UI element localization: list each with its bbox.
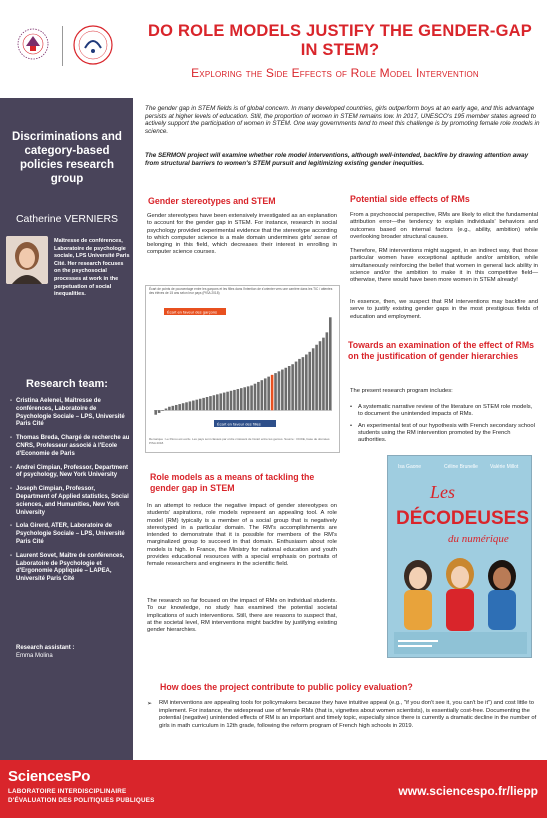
bar-chart	[148, 298, 338, 438]
research-assistant	[16, 644, 128, 660]
team-member: - Cristina Aelenei, Maîtresse de conférences, Laboratoire de Psychologie Sociale – LPS, Université Paris Cité	[10, 398, 130, 429]
chart-bar	[223, 393, 226, 411]
label-girls: Écart en faveur des filles	[217, 421, 261, 427]
chart-bar	[192, 401, 195, 411]
researcher-bio: Maîtresse de conférences, Laboratoire de psychologie sociale, LPS Université Paris Cité. Her research focuses on the psychosocial processes at work in the perpetuation of social inequalities.	[54, 238, 130, 298]
chart-bar	[185, 402, 188, 410]
chart-bar	[281, 370, 284, 411]
book-author-2: Céline Brunelle	[444, 464, 478, 470]
examination-item: • An experimental test of our hypothesis with French secondary school students using the RM intervention promoted by the French authorities.	[350, 423, 535, 445]
poster-subtitle: Exploring the Side Effects of Role Model Intervention	[191, 66, 479, 80]
chart-bar	[237, 389, 240, 410]
chart-bar	[175, 405, 178, 410]
chart-bar	[326, 332, 329, 410]
chart-bar	[226, 392, 229, 411]
chart-bar	[247, 386, 250, 410]
text-side-effects-2: Therefore, RM interventions might suggest, in an indirect way, that those particular women have exceptional aptitude and/or ambition, while simultaneously reinforcing the belief that women in general lack ability in science and/or the ambition to make it in this competitive field—otherwise, there would have been more women in STEM already!	[350, 248, 538, 284]
book-author-3: Valérie Millot	[490, 464, 519, 470]
intro-highlight: The SERMON project will examine whether role model interventions, although well-intended, backfire by drawing attention away from structural barriers to women's STEM pursuit and legitimizing existing gender inequities.	[145, 152, 529, 167]
book-title-line3: du numérique	[448, 533, 509, 545]
chart-bar	[291, 364, 294, 410]
assistant-label: Research assistant :	[16, 645, 75, 651]
poster-title: DO ROLE MODELS JUSTIFY THE GENDER-GAP IN STEM?	[148, 22, 532, 59]
chart-bar	[278, 371, 281, 410]
sciencespo-logo: SciencesPo	[8, 768, 91, 785]
intro-paragraph: The gender gap in STEM fields is of global concern. In many developed countries, girls outperform boys at an early age, and this advantage persists at higher levels of education. Still, the proportion of women in STEM remains low. In 2017, UNESCO's 195 member states agreed to actively support the participation of women in STEM. One way governments tend to meet this challenge is by promoting female role models in science.	[145, 105, 540, 136]
chart-bar	[312, 348, 315, 410]
team-member: - Laurent Sovet, Maître de conférences, Laboratoire de Psychologie et d'Ergonomie Appliquée – LAPEA, Université Paris Cité	[10, 553, 130, 584]
chart-bar	[240, 388, 243, 410]
assistant-name: Emma Molina	[16, 653, 53, 659]
book-title-line2: DÉCODEUSES	[396, 508, 530, 529]
chart-bar	[182, 403, 185, 410]
chart-bar	[274, 373, 277, 410]
chart-footnote: Remarque : Le Pérou est exclu. Les pays sont classés par ordre croissant de l'écart entre les genres. Source : OCDE, base de données PISA 2018.	[149, 437, 330, 445]
chart-bar	[243, 387, 246, 410]
text-stereotypes: Gender stereotypes have been extensively investigated as an explanation to account for the gender gap in STEM. For instance, research in social psychology provided experimental evidence that the stereotype according to which computer science is a male domain undermines girls' sense of belonging in this field, which decreases their interest in enrolling in computer science courses.	[147, 213, 337, 256]
chart-bar	[199, 399, 202, 411]
chart-bar	[305, 354, 308, 410]
label-boys: Écart en faveur des garçons	[167, 309, 218, 315]
chart-bar	[202, 398, 205, 410]
chart-bar	[302, 357, 305, 410]
team-member: - Andrei Cimpian, Professor, Department of psychology, New York University	[10, 465, 130, 481]
chart-bar	[168, 407, 171, 411]
text-policy: RM interventions are appealing tools for policymakers because they have intuitive appeal (e.g., "if you don't see it, you can't be it") and cost little to implement. For instance, the widespread use of female RMs (that is, vignettes about women scientists), is essentially cost-free. Documenting the potential (negative) unintended effects of RM is an important and timely topic, especially since there is currently a dramatic decline in the number of girls in math curriculum in 12th grade, following the reform program of French high schools in 2019.	[159, 700, 537, 729]
chart-bar	[288, 366, 291, 410]
heading-examination: Towards an examination of the effect of RMs on the justification of gender hierarchies	[348, 340, 535, 361]
chart-bar	[230, 391, 233, 410]
upc-logo	[72, 24, 114, 66]
lab-name-line2: D'ÉVALUATION DES POLITIQUES PUBLIQUES	[8, 797, 155, 804]
chart-bar	[271, 375, 274, 410]
chart-bar	[206, 397, 209, 410]
book-author-1: Isa Gaone	[398, 464, 422, 470]
research-team-title: Research team:	[26, 378, 108, 390]
chart-bar	[216, 394, 219, 410]
chart-bar	[284, 368, 287, 411]
chart-bar	[267, 377, 270, 411]
chart-bar	[161, 410, 164, 411]
idex-logo	[12, 24, 54, 70]
text-role-models-2: The research so far focused on the impact of RMs on individual students. To our knowledge, no study has examined the potential societal implications of such interventions. Still, there are reasons to suspect that, at the societal level, RM interventions might backfire by justifying existing gender hierarchies.	[147, 598, 337, 634]
heading-stereotypes: Gender stereotypes and STEM	[148, 196, 276, 206]
heading-side-effects: Potential side effects of RMs	[350, 194, 470, 204]
team-member: - Joseph Cimpian, Professor, Department of Applied statistics, Social sciences, and Humanities, New York University	[10, 486, 130, 517]
text-examination-intro: The present research program includes:	[350, 388, 453, 394]
chart-bar	[172, 406, 175, 410]
chart-bar	[154, 410, 157, 414]
text-side-effects-3: In essence, then, we suspect that RM interventions may backfire and serve to justify existing gender gaps in the most prestigious fields of education and employment.	[350, 299, 538, 320]
arrow-bullet: ➢	[147, 701, 153, 707]
team-member: - Lola Girerd, ATER, Laboratoire de Psychologie Sociale – LPS, Université Paris Cité	[10, 523, 130, 546]
researcher-name: Catherine VERNIERS	[15, 213, 119, 225]
chart-bar	[233, 390, 236, 410]
chart-bar	[308, 352, 311, 410]
heading-role-models: Role models as a means of tackling the gender gap in STEM	[150, 472, 315, 493]
chart-bar	[254, 384, 257, 411]
research-group-title: Discriminations and category-based policies research group	[12, 131, 122, 185]
book-cover	[387, 455, 532, 658]
chart-bar	[319, 341, 322, 410]
chart-bar	[178, 404, 181, 410]
chart-bar	[264, 378, 267, 410]
chart-bar	[219, 393, 222, 410]
examination-item: • A systematic narrative review of the literature on STEM role models, to document the unintended impacts of RMs.	[350, 404, 535, 419]
chart-bar	[315, 345, 318, 411]
chart-bar	[250, 385, 253, 410]
chart-bar	[158, 410, 161, 413]
chart-bar	[322, 338, 325, 411]
chart-bar	[213, 395, 216, 410]
chart-bar	[329, 317, 332, 410]
chart-bar	[195, 400, 198, 411]
logo-divider	[62, 26, 63, 66]
research-team-list	[10, 398, 130, 590]
text-side-effects-1: From a psychosocial perspective, RMs are likely to elicit the fundamental attribution error—the tendency to explain individuals' behaviors and outcomes based on internal factors (e.g., ability, ambition) while overlooking broader structural causes.	[350, 212, 538, 240]
book-title-line1: Les	[430, 482, 456, 502]
examination-list	[350, 404, 535, 448]
researcher-photo	[6, 236, 48, 284]
heading-policy: How does the project contribute to public policy evaluation?	[160, 682, 413, 692]
website-link[interactable]: www.sciencespo.fr/liepp	[398, 784, 538, 798]
chart-bar	[295, 362, 298, 411]
team-member: - Thomas Breda, Chargé de recherche au CNRS, Professeur associé à l'Ecole d'Economie de Paris	[10, 435, 130, 458]
chart-bar	[189, 401, 192, 410]
chart-caption: Écart de points de pourcentage entre les garçons et les filles dans l'intention de s'orienter vers une carrière dans les TIC / attentes des élèves de 15 ans selon leur pays (PISA 2018)	[149, 287, 333, 295]
chart-bar	[261, 380, 264, 410]
chart-bar	[298, 359, 301, 410]
chart-bar	[165, 409, 168, 411]
text-role-models-1: In an attempt to reduce the negative impact of gender stereotypes on students' aspirations, role models represent an appealing tool. A role model (RM) typically is a member of a social group that is negatively stereotyped in a particular domain. The RM's accomplishments are intended to demonstrate that it is possible for members of the RM's marginalized group to succeed in that domain. Enthusiasm about role models is high. In France, the Ministry for national education and youth provides educational resources with a special emphasis on portraits of female researchers and engineers in the scientific field.	[147, 503, 337, 568]
chart-bar	[257, 382, 260, 410]
chart-bar	[209, 396, 212, 410]
lab-name-line1: LABORATOIRE INTERDISCIPLINAIRE	[8, 788, 127, 795]
